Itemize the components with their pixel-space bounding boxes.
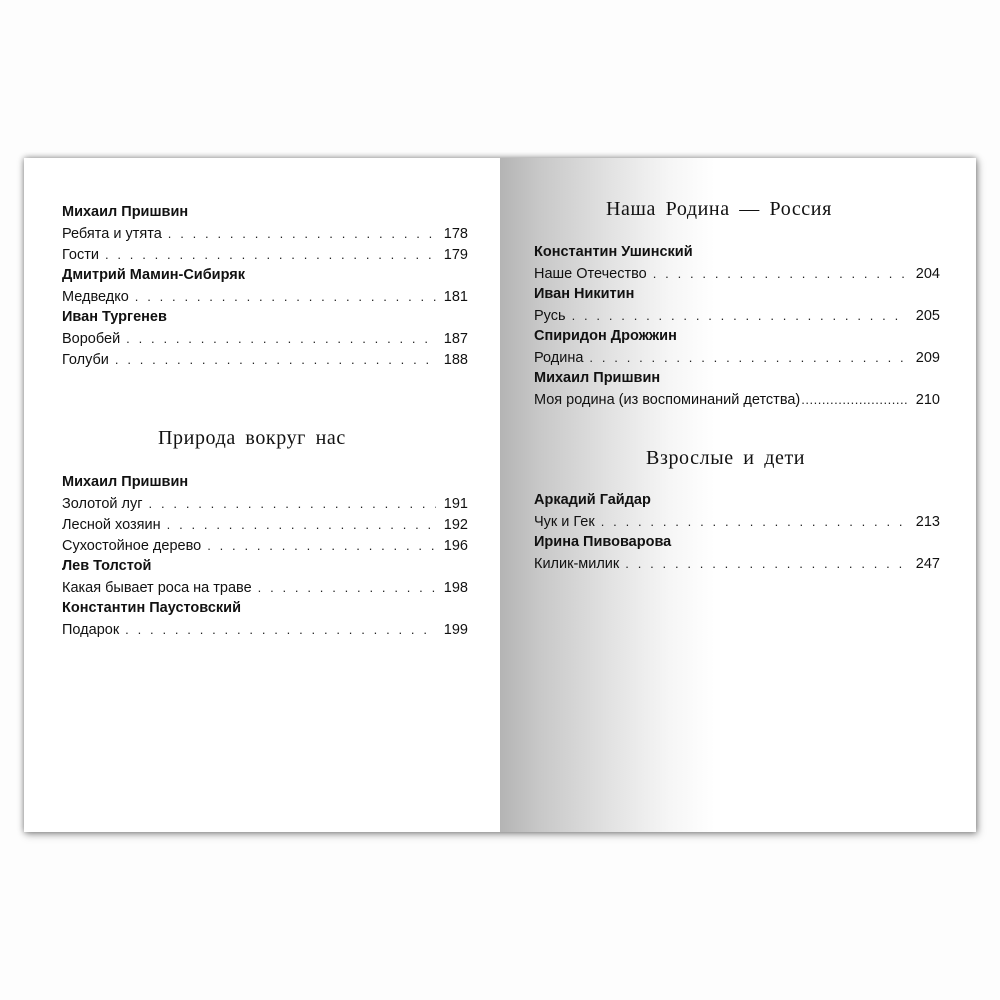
left-page [24, 158, 500, 832]
toc-entry[interactable] [62, 223, 468, 244]
toc-entry-page: 196 [443, 538, 468, 554]
dot-leader [653, 263, 908, 284]
toc-entry[interactable] [62, 286, 468, 307]
toc-entry-title: Чук и Гек [534, 514, 595, 530]
toc-entry-page: 213 [915, 514, 940, 530]
toc-author: Аркадий Гайдар [534, 492, 651, 508]
toc-entry-title: Гости [62, 247, 99, 263]
dot-leader [125, 619, 436, 640]
dot-leader [149, 493, 436, 514]
dot-leader [589, 347, 907, 368]
toc-author: Ирина Пивоварова [534, 534, 672, 550]
dot-leader [572, 305, 908, 326]
toc-group-right-top [534, 242, 940, 410]
toc-group-right-bottom [534, 490, 940, 574]
toc-entry-title: Лесной хозяин [62, 517, 161, 533]
toc-entry[interactable] [534, 389, 940, 410]
toc-entry-title: Какая бывает роса на траве [62, 580, 252, 596]
toc-entry-title: Ребята и утята [62, 226, 162, 242]
toc-author: Спиридон Дрожжин [534, 328, 677, 344]
toc-entry-page: 187 [443, 331, 468, 347]
toc-group-left-bottom [62, 472, 468, 640]
toc-entry-page: 204 [915, 266, 940, 282]
toc-entry-title: Золотой луг [62, 496, 143, 512]
toc-entry-title: Килик-милик [534, 556, 620, 572]
toc-entry[interactable] [62, 577, 468, 598]
toc-author: Михаил Пришвин [62, 474, 189, 490]
toc-author: Михаил Пришвин [534, 370, 661, 386]
toc-author: Иван Тургенев [62, 309, 167, 325]
toc-entry[interactable] [62, 619, 468, 640]
toc-entry-page: 199 [443, 622, 468, 638]
toc-entry-title: Русь [534, 308, 566, 324]
dot-leader [207, 535, 436, 556]
toc-entry-page: 247 [915, 556, 940, 572]
dot-leader [601, 511, 908, 532]
dot-leader [258, 577, 436, 598]
toc-group-left-top [62, 202, 468, 370]
toc-entry[interactable] [62, 493, 468, 514]
toc-entry-title: Голуби [62, 352, 109, 368]
toc-entry[interactable] [534, 511, 940, 532]
toc-entry-page: 179 [443, 247, 468, 263]
toc-entry[interactable] [62, 349, 468, 370]
dot-leader [167, 514, 436, 535]
dot-leader [801, 389, 908, 410]
toc-entry-title: Воробей [62, 331, 121, 347]
toc-author: Лев Толстой [62, 558, 152, 574]
toc-entry[interactable] [62, 328, 468, 349]
toc-entry[interactable] [534, 305, 940, 326]
toc-entry-title: Сухостойное дерево [62, 538, 202, 554]
right-page [500, 158, 976, 832]
toc-author: Дмитрий Мамин-Сибиряк [62, 267, 245, 283]
toc-entry-title: Моя родина (из воспоминаний детства) [534, 392, 801, 408]
toc-entry-page: 192 [443, 517, 468, 533]
toc-author: Михаил Пришвин [62, 204, 189, 220]
toc-author: Иван Никитин [534, 286, 635, 302]
toc-entry-title: Родина [534, 350, 584, 366]
dot-leader [168, 223, 436, 244]
dot-leader [135, 286, 436, 307]
toc-entry[interactable] [62, 244, 468, 265]
toc-entry-page: 198 [443, 580, 468, 596]
dot-leader [126, 328, 436, 349]
toc-entry-page: 205 [915, 308, 940, 324]
toc-entry[interactable] [534, 347, 940, 368]
section-title: Взрослые и дети [646, 447, 806, 469]
toc-entry-title: Медведко [62, 289, 129, 305]
toc-entry[interactable] [62, 535, 468, 556]
toc-entry-page: 209 [915, 350, 940, 366]
toc-author: Константин Паустовский [62, 600, 241, 616]
toc-entry-page: 181 [443, 289, 468, 305]
section-title: Наша Родина — Россия [606, 198, 832, 220]
toc-entry[interactable] [534, 553, 940, 574]
toc-entry-page: 191 [443, 496, 468, 512]
toc-entry-page: 210 [915, 392, 940, 408]
toc-entry-page: 178 [443, 226, 468, 242]
dot-leader [115, 349, 436, 370]
toc-author: Константин Ушинский [534, 244, 693, 260]
dot-leader [105, 244, 436, 265]
book-spread [24, 158, 976, 832]
toc-entry[interactable] [62, 514, 468, 535]
toc-entry-title: Наше Отечество [534, 266, 647, 282]
toc-entry-page: 188 [443, 352, 468, 368]
toc-entry-title: Подарок [62, 622, 120, 638]
dot-leader [625, 553, 908, 574]
toc-entry[interactable] [534, 263, 940, 284]
section-title: Природа вокруг нас [158, 427, 346, 449]
